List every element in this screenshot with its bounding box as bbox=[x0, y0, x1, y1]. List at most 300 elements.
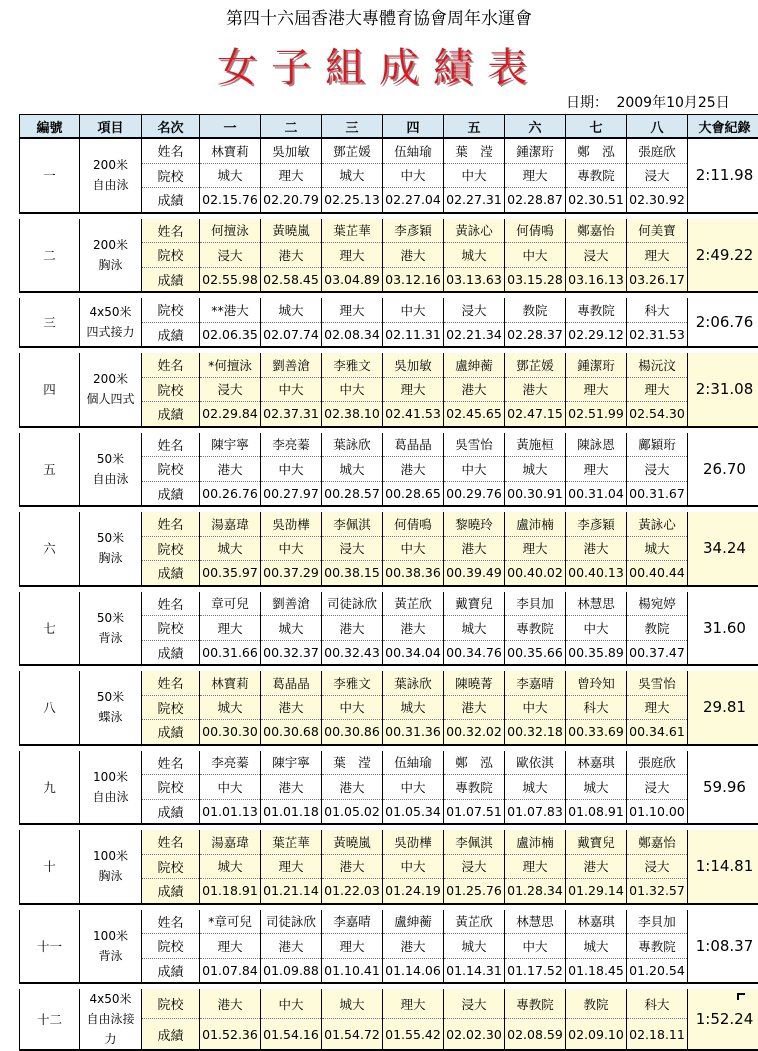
result-cell: 02.20.79 bbox=[261, 188, 322, 213]
name-cell: 湯嘉瑋 bbox=[200, 512, 261, 536]
event-item bbox=[80, 671, 142, 745]
school-cell: 中大 bbox=[261, 536, 322, 561]
result-cell: 00.30.86 bbox=[322, 720, 383, 745]
school-cell: 科大 bbox=[627, 298, 688, 322]
school-cell: 中大 bbox=[383, 163, 444, 188]
school-cell: 專教院 bbox=[505, 616, 566, 641]
row-label: 院校 bbox=[142, 377, 200, 402]
table-row bbox=[20, 512, 758, 536]
name-cell: 陳宇寧 bbox=[261, 751, 322, 775]
school-cell: 教院 bbox=[566, 989, 627, 1019]
result-cell: 00.34.04 bbox=[383, 640, 444, 665]
event-group bbox=[20, 665, 758, 745]
event-item-line: 50米 bbox=[80, 528, 141, 548]
event-number: 六 bbox=[20, 512, 80, 586]
event-group bbox=[20, 427, 758, 507]
row-label: 成績 bbox=[142, 561, 200, 586]
result-cell: 02.07.74 bbox=[261, 322, 322, 347]
name-cell: 盧紳蘅 bbox=[444, 353, 505, 377]
result-cell: 00.31.04 bbox=[566, 481, 627, 506]
school-cell: 中大 bbox=[383, 775, 444, 800]
school-cell: 城大 bbox=[322, 457, 383, 482]
result-cell: 00.37.29 bbox=[261, 561, 322, 586]
event-number: 二 bbox=[20, 219, 80, 293]
event-number: 八 bbox=[20, 671, 80, 745]
name-cell: 李亮蓁 bbox=[261, 433, 322, 457]
meet-record: 59.96 bbox=[688, 751, 758, 825]
event-item bbox=[80, 592, 142, 666]
event-number: 十二 bbox=[20, 989, 80, 1050]
event-item-line: 50米 bbox=[80, 449, 141, 469]
row-label: 成績 bbox=[142, 799, 200, 824]
row-label: 院校 bbox=[142, 457, 200, 482]
school-cell: 港大 bbox=[505, 377, 566, 402]
event-item bbox=[80, 512, 142, 586]
school-cell: 港大 bbox=[200, 989, 261, 1019]
name-cell: 鄧芷媛 bbox=[505, 353, 566, 377]
school-cell: 浸大 bbox=[566, 243, 627, 268]
date-label: 日期： bbox=[566, 95, 608, 111]
result-cell: 01.21.14 bbox=[261, 879, 322, 904]
column-header: 二 bbox=[261, 115, 322, 139]
result-cell: 02.28.37 bbox=[505, 322, 566, 347]
result-cell: 03.04.89 bbox=[322, 267, 383, 292]
table-row bbox=[20, 138, 758, 163]
row-label: 姓名 bbox=[142, 219, 200, 243]
name-cell: *章可兒 bbox=[200, 910, 261, 934]
name-cell: 歐依淇 bbox=[505, 751, 566, 775]
name-cell: 葉詠欣 bbox=[322, 433, 383, 457]
name-cell: 李嘉晴 bbox=[505, 671, 566, 695]
school-cell: 城大 bbox=[444, 934, 505, 959]
name-cell: 陳曉菁 bbox=[444, 671, 505, 695]
result-cell: 01.05.02 bbox=[322, 799, 383, 824]
event-item-line: 200米 bbox=[80, 235, 141, 255]
meet-record: 29.81 bbox=[688, 671, 758, 745]
school-cell: 專教院 bbox=[505, 989, 566, 1019]
school-cell: 港大 bbox=[261, 775, 322, 800]
row-label: 院校 bbox=[142, 989, 200, 1019]
name-cell: 陳宇寧 bbox=[200, 433, 261, 457]
result-cell: 01.25.76 bbox=[444, 879, 505, 904]
school-cell: 理大 bbox=[261, 854, 322, 879]
name-cell: 林嘉琪 bbox=[566, 910, 627, 934]
school-cell: 浸大 bbox=[627, 775, 688, 800]
name-cell: 劉善滄 bbox=[261, 353, 322, 377]
school-cell: 城大 bbox=[383, 695, 444, 720]
school-cell: 中大 bbox=[383, 854, 444, 879]
row-label: 姓名 bbox=[142, 910, 200, 934]
school-cell: 港大 bbox=[322, 854, 383, 879]
name-cell: 伍紬瑜 bbox=[383, 138, 444, 163]
school-cell: 城大 bbox=[200, 695, 261, 720]
result-cell: 02.31.53 bbox=[627, 322, 688, 347]
name-cell: 鍾潔珩 bbox=[566, 353, 627, 377]
name-cell: 吳雪怡 bbox=[444, 433, 505, 457]
result-cell: 01.24.19 bbox=[383, 879, 444, 904]
name-cell: 李亮蓁 bbox=[200, 751, 261, 775]
school-cell: 中大 bbox=[444, 163, 505, 188]
row-label: 成績 bbox=[142, 1019, 200, 1050]
school-cell: 浸大 bbox=[627, 457, 688, 482]
name-cell: *何擅泳 bbox=[200, 353, 261, 377]
result-cell: 00.26.76 bbox=[200, 481, 261, 506]
event-item-line: 個人四式 bbox=[80, 389, 141, 409]
name-cell: 李彥穎 bbox=[383, 219, 444, 243]
result-cell: 03.13.63 bbox=[444, 267, 505, 292]
name-cell: 陳詠恩 bbox=[566, 433, 627, 457]
school-cell: 理大 bbox=[261, 163, 322, 188]
result-cell: 00.27.97 bbox=[261, 481, 322, 506]
school-cell: 港大 bbox=[444, 695, 505, 720]
name-cell: 伍紬瑜 bbox=[383, 751, 444, 775]
meet-record: 2:06.76 bbox=[688, 298, 758, 347]
school-cell: 中大 bbox=[261, 377, 322, 402]
school-cell: 港大 bbox=[566, 854, 627, 879]
result-cell: 02.54.30 bbox=[627, 402, 688, 427]
result-cell: 03.16.13 bbox=[566, 267, 627, 292]
result-cell: 00.40.44 bbox=[627, 561, 688, 586]
column-header: 六 bbox=[505, 115, 566, 139]
event-item bbox=[80, 298, 142, 347]
result-cell: 00.30.68 bbox=[261, 720, 322, 745]
school-cell: 理大 bbox=[322, 298, 383, 322]
name-cell: 葉 滢 bbox=[444, 138, 505, 163]
result-cell: 01.20.54 bbox=[627, 958, 688, 983]
result-cell: 01.14.31 bbox=[444, 958, 505, 983]
result-cell: 02.27.31 bbox=[444, 188, 505, 213]
school-cell: 科大 bbox=[566, 695, 627, 720]
name-cell: 鄭嘉怡 bbox=[627, 830, 688, 854]
school-cell: 港大 bbox=[322, 616, 383, 641]
row-label: 成績 bbox=[142, 640, 200, 665]
result-cell: 02.08.59 bbox=[505, 1019, 566, 1050]
result-cell: 02.45.65 bbox=[444, 402, 505, 427]
meet-record: 34.24 bbox=[688, 512, 758, 586]
name-cell: 李嘉晴 bbox=[322, 910, 383, 934]
event-item-line: 自由泳 bbox=[80, 787, 141, 807]
result-cell: 02.30.51 bbox=[566, 188, 627, 213]
school-cell: 專教院 bbox=[566, 163, 627, 188]
school-cell: 港大 bbox=[444, 536, 505, 561]
school-cell: 專教院 bbox=[627, 934, 688, 959]
school-cell: 港大 bbox=[444, 377, 505, 402]
event-item-line: 胸泳 bbox=[80, 866, 141, 886]
result-cell: 00.34.76 bbox=[444, 640, 505, 665]
school-cell: 專教院 bbox=[566, 298, 627, 322]
event-item-line: 四式接力 bbox=[80, 322, 141, 342]
result-cell: 01.05.34 bbox=[383, 799, 444, 824]
name-cell: 黃詠心 bbox=[444, 219, 505, 243]
event-group bbox=[20, 745, 758, 825]
result-cell: 02.08.34 bbox=[322, 322, 383, 347]
event-group bbox=[20, 347, 758, 427]
column-header: 四 bbox=[383, 115, 444, 139]
school-cell: 專教院 bbox=[444, 775, 505, 800]
page-title: 女子組成績表 bbox=[0, 36, 758, 93]
name-cell: 何倩鳴 bbox=[383, 512, 444, 536]
name-cell: 林寶莉 bbox=[200, 138, 261, 163]
name-cell: 何擅泳 bbox=[200, 219, 261, 243]
name-cell: 李貝加 bbox=[505, 592, 566, 616]
name-cell: 曾玲知 bbox=[566, 671, 627, 695]
event-item-line: 自由泳 bbox=[80, 175, 141, 195]
school-cell: 理大 bbox=[322, 934, 383, 959]
name-cell: 吳劭樺 bbox=[261, 512, 322, 536]
name-cell: 吳加敏 bbox=[261, 138, 322, 163]
result-cell: 00.33.69 bbox=[566, 720, 627, 745]
row-label: 姓名 bbox=[142, 138, 200, 163]
name-cell: 黃曉嵐 bbox=[261, 219, 322, 243]
result-cell: 01.55.42 bbox=[383, 1019, 444, 1050]
name-cell: 司徒詠欣 bbox=[322, 592, 383, 616]
result-cell: 00.35.97 bbox=[200, 561, 261, 586]
name-cell: 葉芷華 bbox=[322, 219, 383, 243]
event-group bbox=[20, 292, 758, 347]
result-cell: 02.47.15 bbox=[505, 402, 566, 427]
result-cell: 00.35.66 bbox=[505, 640, 566, 665]
row-label: 成績 bbox=[142, 402, 200, 427]
school-cell: 中大 bbox=[505, 934, 566, 959]
table-row bbox=[20, 592, 758, 616]
table-row bbox=[20, 751, 758, 775]
school-cell: 浸大 bbox=[444, 298, 505, 322]
meet-record: 2:31.08 bbox=[688, 353, 758, 427]
result-cell: 03.15.28 bbox=[505, 267, 566, 292]
school-cell: 教院 bbox=[505, 298, 566, 322]
school-cell: **港大 bbox=[200, 298, 261, 322]
school-cell: 中大 bbox=[200, 775, 261, 800]
event-number: 三 bbox=[20, 298, 80, 347]
row-label: 成績 bbox=[142, 481, 200, 506]
column-header: 三 bbox=[322, 115, 383, 139]
name-cell: 湯嘉瑋 bbox=[200, 830, 261, 854]
row-label: 姓名 bbox=[142, 671, 200, 695]
table-row bbox=[20, 298, 758, 322]
name-cell: 葛晶晶 bbox=[261, 671, 322, 695]
meet-record: 1:14.81 bbox=[688, 830, 758, 904]
school-cell: 中大 bbox=[566, 616, 627, 641]
result-cell: 01.32.57 bbox=[627, 879, 688, 904]
result-cell: 01.07.51 bbox=[444, 799, 505, 824]
event-number: 十 bbox=[20, 830, 80, 904]
event-number: 四 bbox=[20, 353, 80, 427]
name-cell: 李彥穎 bbox=[566, 512, 627, 536]
event-item bbox=[80, 353, 142, 427]
name-cell: 何美寶 bbox=[627, 219, 688, 243]
result-cell: 00.35.89 bbox=[566, 640, 627, 665]
row-label: 姓名 bbox=[142, 592, 200, 616]
row-label: 姓名 bbox=[142, 512, 200, 536]
result-cell: 02.37.31 bbox=[261, 402, 322, 427]
school-cell: 港大 bbox=[261, 934, 322, 959]
result-cell: 00.31.36 bbox=[383, 720, 444, 745]
row-label: 院校 bbox=[142, 775, 200, 800]
name-cell: 鄭 泓 bbox=[566, 138, 627, 163]
column-header: 七 bbox=[566, 115, 627, 139]
row-label: 姓名 bbox=[142, 433, 200, 457]
event-group bbox=[20, 586, 758, 666]
result-cell: 02.21.34 bbox=[444, 322, 505, 347]
result-cell: 02.02.30 bbox=[444, 1019, 505, 1050]
event-number: 五 bbox=[20, 433, 80, 507]
corner-mark bbox=[737, 993, 745, 1000]
event-item-line: 蝶泳 bbox=[80, 707, 141, 727]
name-cell: 司徒詠欣 bbox=[261, 910, 322, 934]
event-group bbox=[20, 138, 758, 213]
table-row bbox=[20, 830, 758, 854]
name-cell: 鄺穎珩 bbox=[627, 433, 688, 457]
result-cell: 02.41.53 bbox=[383, 402, 444, 427]
result-cell: 02.55.98 bbox=[200, 267, 261, 292]
results-table bbox=[19, 114, 758, 1051]
school-cell: 理大 bbox=[383, 377, 444, 402]
school-cell: 城大 bbox=[261, 616, 322, 641]
school-cell: 港大 bbox=[383, 457, 444, 482]
school-cell: 中大 bbox=[383, 298, 444, 322]
result-cell: 01.01.18 bbox=[261, 799, 322, 824]
column-header: 項目 bbox=[80, 115, 142, 139]
result-cell: 01.07.84 bbox=[200, 958, 261, 983]
row-label: 成績 bbox=[142, 267, 200, 292]
school-cell: 中大 bbox=[383, 536, 444, 561]
school-cell: 城大 bbox=[566, 775, 627, 800]
header-row bbox=[20, 115, 758, 139]
result-cell: 00.31.66 bbox=[200, 640, 261, 665]
event-item bbox=[80, 138, 142, 213]
school-cell: 浸大 bbox=[627, 854, 688, 879]
event-item-line: 背泳 bbox=[80, 946, 141, 966]
event-item-line: 100米 bbox=[80, 767, 141, 787]
result-cell: 01.29.14 bbox=[566, 879, 627, 904]
event-item-line: 200米 bbox=[80, 369, 141, 389]
name-cell: 葉芷華 bbox=[261, 830, 322, 854]
name-cell: 鍾潔珩 bbox=[505, 138, 566, 163]
school-cell: 理大 bbox=[505, 854, 566, 879]
event-item-line: 4x50米 bbox=[80, 302, 141, 322]
meet-record: 2:11.98 bbox=[688, 138, 758, 213]
event-group bbox=[20, 506, 758, 586]
result-cell: 01.10.41 bbox=[322, 958, 383, 983]
result-cell: 00.32.18 bbox=[505, 720, 566, 745]
name-cell: 鄭 泓 bbox=[444, 751, 505, 775]
event-item-line: 背泳 bbox=[80, 628, 141, 648]
school-cell: 城大 bbox=[505, 775, 566, 800]
school-cell: 浸大 bbox=[444, 854, 505, 879]
result-cell: 00.30.30 bbox=[200, 720, 261, 745]
name-cell: 林嘉琪 bbox=[566, 751, 627, 775]
result-cell: 00.32.37 bbox=[261, 640, 322, 665]
school-cell: 城大 bbox=[627, 536, 688, 561]
event-number: 十一 bbox=[20, 910, 80, 984]
result-cell: 01.18.91 bbox=[200, 879, 261, 904]
event-group bbox=[20, 983, 758, 1050]
school-cell: 港大 bbox=[261, 243, 322, 268]
school-cell: 港大 bbox=[383, 934, 444, 959]
result-cell: 02.38.10 bbox=[322, 402, 383, 427]
event-number: 九 bbox=[20, 751, 80, 825]
name-cell: 何倩鳴 bbox=[505, 219, 566, 243]
row-label: 院校 bbox=[142, 616, 200, 641]
school-cell: 中大 bbox=[505, 695, 566, 720]
school-cell: 理大 bbox=[200, 616, 261, 641]
result-cell: 00.32.02 bbox=[444, 720, 505, 745]
result-cell: 02.11.31 bbox=[383, 322, 444, 347]
result-cell: 02.06.35 bbox=[200, 322, 261, 347]
name-cell: 張庭欣 bbox=[627, 751, 688, 775]
name-cell: 李佩淇 bbox=[322, 512, 383, 536]
name-cell: 黃曉嵐 bbox=[322, 830, 383, 854]
result-cell: 00.40.02 bbox=[505, 561, 566, 586]
name-cell: 張庭欣 bbox=[627, 138, 688, 163]
row-label: 姓名 bbox=[142, 353, 200, 377]
name-cell: 李貝加 bbox=[627, 910, 688, 934]
school-cell: 理大 bbox=[627, 377, 688, 402]
school-cell: 港大 bbox=[322, 775, 383, 800]
event-item-line: 力 bbox=[80, 1029, 141, 1049]
event-number: 七 bbox=[20, 592, 80, 666]
table-row bbox=[20, 671, 758, 695]
column-header: 名次 bbox=[142, 115, 200, 139]
event-item-line: 自由泳 bbox=[80, 469, 141, 489]
name-cell: 盧沛楠 bbox=[505, 512, 566, 536]
result-cell: 01.18.45 bbox=[566, 958, 627, 983]
row-label: 院校 bbox=[142, 536, 200, 561]
result-cell: 02.29.12 bbox=[566, 322, 627, 347]
name-cell: 盧紳蘅 bbox=[383, 910, 444, 934]
result-cell: 01.17.52 bbox=[505, 958, 566, 983]
school-cell: 中大 bbox=[261, 457, 322, 482]
school-cell: 港大 bbox=[383, 243, 444, 268]
name-cell: 章可兒 bbox=[200, 592, 261, 616]
name-cell: 黃芷欣 bbox=[444, 910, 505, 934]
name-cell: 黃詠心 bbox=[627, 512, 688, 536]
date-line bbox=[566, 92, 734, 112]
school-cell: 浸大 bbox=[627, 163, 688, 188]
result-cell: 01.08.91 bbox=[566, 799, 627, 824]
result-cell: 00.34.61 bbox=[627, 720, 688, 745]
event-group bbox=[20, 904, 758, 984]
name-cell: 林慧思 bbox=[505, 910, 566, 934]
name-cell: 鄭嘉怡 bbox=[566, 219, 627, 243]
result-cell: 00.28.65 bbox=[383, 481, 444, 506]
result-cell: 01.54.72 bbox=[322, 1019, 383, 1050]
school-cell: 中大 bbox=[322, 377, 383, 402]
result-cell: 01.52.36 bbox=[200, 1019, 261, 1050]
column-header: 五 bbox=[444, 115, 505, 139]
event-item-line: 200米 bbox=[80, 155, 141, 175]
column-header: 編號 bbox=[20, 115, 80, 139]
meet-record: 1:08.37 bbox=[688, 910, 758, 984]
event-item bbox=[80, 433, 142, 507]
school-cell: 港大 bbox=[566, 536, 627, 561]
result-cell: 03.12.16 bbox=[383, 267, 444, 292]
school-cell: 浸大 bbox=[444, 989, 505, 1019]
event-item-line: 50米 bbox=[80, 687, 141, 707]
meet-title: 第四十六屆香港大專體育協會周年水運會 bbox=[0, 4, 758, 29]
column-header: 一 bbox=[200, 115, 261, 139]
school-cell: 城大 bbox=[566, 934, 627, 959]
school-cell: 中大 bbox=[444, 457, 505, 482]
name-cell: 黃芷欣 bbox=[383, 592, 444, 616]
result-cell: 01.54.16 bbox=[261, 1019, 322, 1050]
name-cell: 李佩淇 bbox=[444, 830, 505, 854]
result-cell: 01.28.34 bbox=[505, 879, 566, 904]
column-header: 大會紀錄 bbox=[688, 115, 758, 139]
school-cell: 港大 bbox=[200, 457, 261, 482]
name-cell: 戴寶兒 bbox=[566, 830, 627, 854]
table-row bbox=[20, 910, 758, 934]
